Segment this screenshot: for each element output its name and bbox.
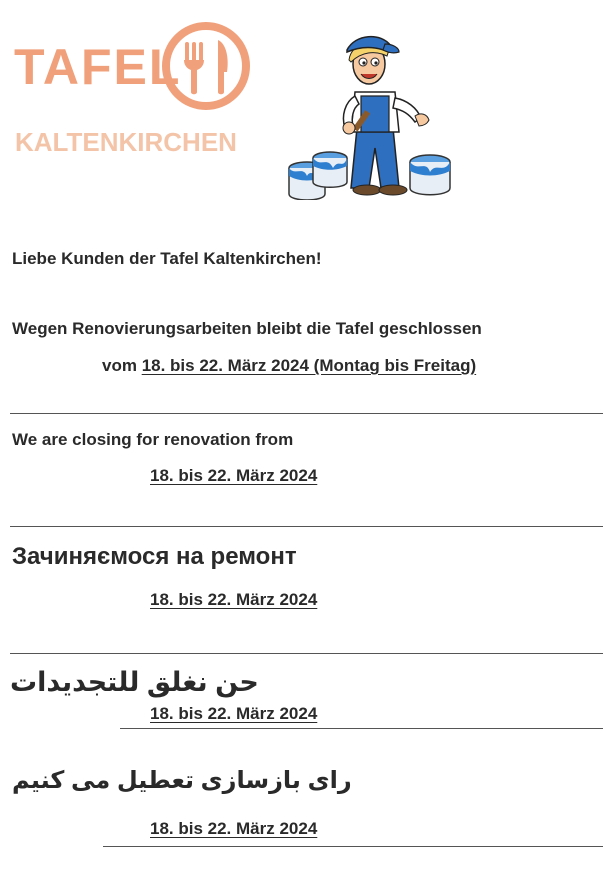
closure-date-persian: 18. bis 22. März 2024 <box>150 819 318 838</box>
painter-with-paint-buckets-icon <box>285 30 455 200</box>
divider-line <box>10 526 603 527</box>
logo-wordmark: TAFEL <box>14 39 182 95</box>
closure-date-line-german <box>102 357 476 374</box>
closure-text-persian: رای بازسازی تعطیل می کنیم <box>12 767 352 794</box>
divider-line <box>10 413 603 414</box>
fork-knife-icon <box>160 20 252 112</box>
closure-text-german: Wegen Renovierungsarbeiten bleibt die Tafel geschlossen <box>12 319 482 338</box>
divider-line <box>10 653 603 654</box>
divider-line <box>103 846 603 847</box>
divider-line <box>120 728 603 729</box>
logo-subtitle: KALTENKIRCHEN <box>15 127 237 157</box>
closure-date-english: 18. bis 22. März 2024 <box>150 466 318 485</box>
greeting-text: Liebe Kunden der Tafel Kaltenkirchen! <box>12 249 322 268</box>
closure-date-arabic: 18. bis 22. März 2024 <box>150 704 318 723</box>
closure-date-ukrainian: 18. bis 22. März 2024 <box>150 590 318 609</box>
closure-text-english: We are closing for renovation from <box>12 430 294 449</box>
closure-text-ukrainian: Зачиняємося на ремонт <box>12 543 297 570</box>
closure-text-arabic: حن نغلق للتجديدات <box>10 667 259 697</box>
vom-word: vom <box>102 356 142 375</box>
closure-date-german: 18. bis 22. März 2024 (Montag bis Freitag) <box>141 356 477 375</box>
